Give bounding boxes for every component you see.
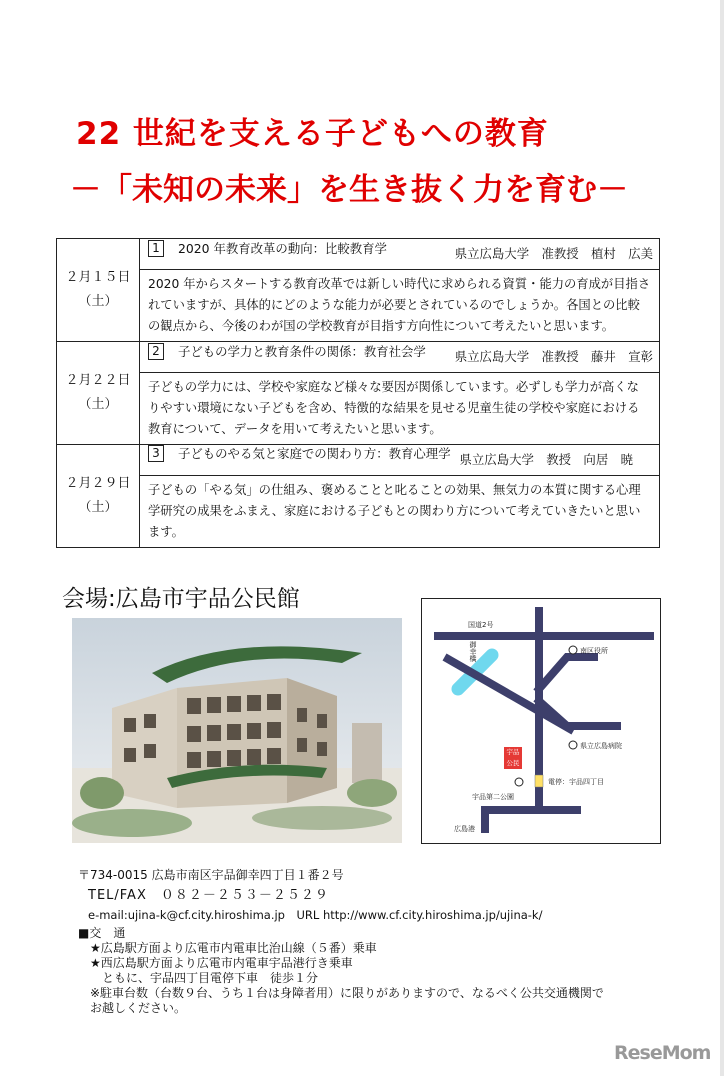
map-label-park: 宇品第二公園	[472, 793, 514, 801]
parking-note-2: お越しください。	[90, 1001, 187, 1015]
session-date: ２月２９日 （土）	[57, 445, 140, 548]
session-lecturer: 県立広島大学 准教授 植村 広美	[454, 246, 653, 261]
resemom-logo: ReseMom	[614, 1042, 711, 1064]
session-description: 子どもの「やる気」の仕組み、褒めることと叱ることの効果、無気力の本質に関する心理学研究の成果をふまえ、家庭における子どもとの関わり方について考えていきたいと思います。	[140, 476, 660, 548]
access-line-3: ともに、宇品四丁目電停下車 徒歩１分	[102, 971, 319, 985]
access-map	[421, 598, 661, 844]
map-roads	[422, 599, 660, 843]
access-heading: ■交 通	[78, 926, 126, 940]
access-line-1: ★広島駅方面より広電市内電車比治山線（５番）乗車	[90, 941, 377, 955]
schedule-table	[56, 238, 660, 548]
session-description: 子どもの学力には、学校や家庭など様々な要因が関係しています。必ずしも学力が高くなりやすい環境にない子どもを含め、特徴的な結果を見せる児童生徒の学校や家庭における教育について、データを用いて考えたいと思います。	[140, 373, 660, 445]
session-lecturer: 県立広島大学 教授 向居 暁	[459, 452, 633, 467]
session-date: ２月１５日 （土）	[57, 239, 140, 342]
session-header	[140, 445, 660, 476]
main-title: 22 世紀を支える子どもへの教育	[76, 116, 549, 152]
session-header	[140, 239, 660, 270]
page-edge	[720, 0, 724, 1076]
map-label-hospital: 県立広島病院	[580, 742, 622, 750]
map-label-route2: 国道2号	[468, 621, 494, 629]
session-header	[140, 342, 660, 373]
session-number: 2	[148, 343, 164, 360]
map-label-tram-stop: 電停：宇品四丁目	[548, 778, 604, 786]
road-northeast	[539, 657, 594, 689]
session-title: 子どもの学力と教育条件の関係：教育社会学	[178, 344, 426, 359]
map-kominkan: 宇品 公民館	[504, 747, 522, 769]
session-title: 子どものやる気と家庭での関わり方：教育心理学	[178, 446, 451, 461]
map-label-port: 広島港	[454, 825, 475, 833]
address: 〒734-0015 広島市南区宇品御幸四丁目１番２号	[78, 868, 344, 882]
session-lecturer: 県立広島大学 准教授 藤井 宣彰	[454, 349, 653, 364]
map-label-ward-office: 南区役所	[580, 647, 608, 655]
access-line-2: ★西広島駅方面より広電市内電車宇品港行き乗車	[90, 956, 353, 970]
session-number: 1	[148, 240, 164, 257]
sub-title: －「未知の未来」を生き抜く力を育む－	[70, 172, 628, 208]
tel-fax: TEL/FAX ０８２－２５３－２５２９	[88, 888, 329, 903]
venue-heading: 会場:広島市宇品公民館	[62, 586, 300, 612]
map-label-goko: 御幸橋	[469, 641, 477, 662]
parking-note-1: ※駐車台数（台数９台、うち１台は身障者用）に限りがありますので、なるべく公共交通機関で	[90, 986, 604, 1000]
building-illustration	[72, 618, 402, 843]
email-url: e-mail:ujina-k@cf.city.hiroshima.jp URL http://www.cf.city.hiroshima.jp/ujina-k/	[88, 908, 543, 922]
session-date: ２月２２日 （土）	[57, 342, 140, 445]
session-title: 2020 年教育改革の動向：比較教育学	[178, 241, 387, 256]
session-description: 2020 年からスタートする教育改革では新しい時代に求められる資質・能力の育成が目指されていますが、具体的にどのような能力が必要とされているのでしょうか。各国との比較の観点から、今後のわが国の学校教育が目指す方向性について考えたいと思います。	[140, 270, 660, 342]
tram-stop-marker	[535, 775, 543, 787]
ward-office-marker	[569, 646, 577, 654]
session-number: 3	[148, 445, 164, 462]
hospital-marker	[569, 741, 577, 749]
